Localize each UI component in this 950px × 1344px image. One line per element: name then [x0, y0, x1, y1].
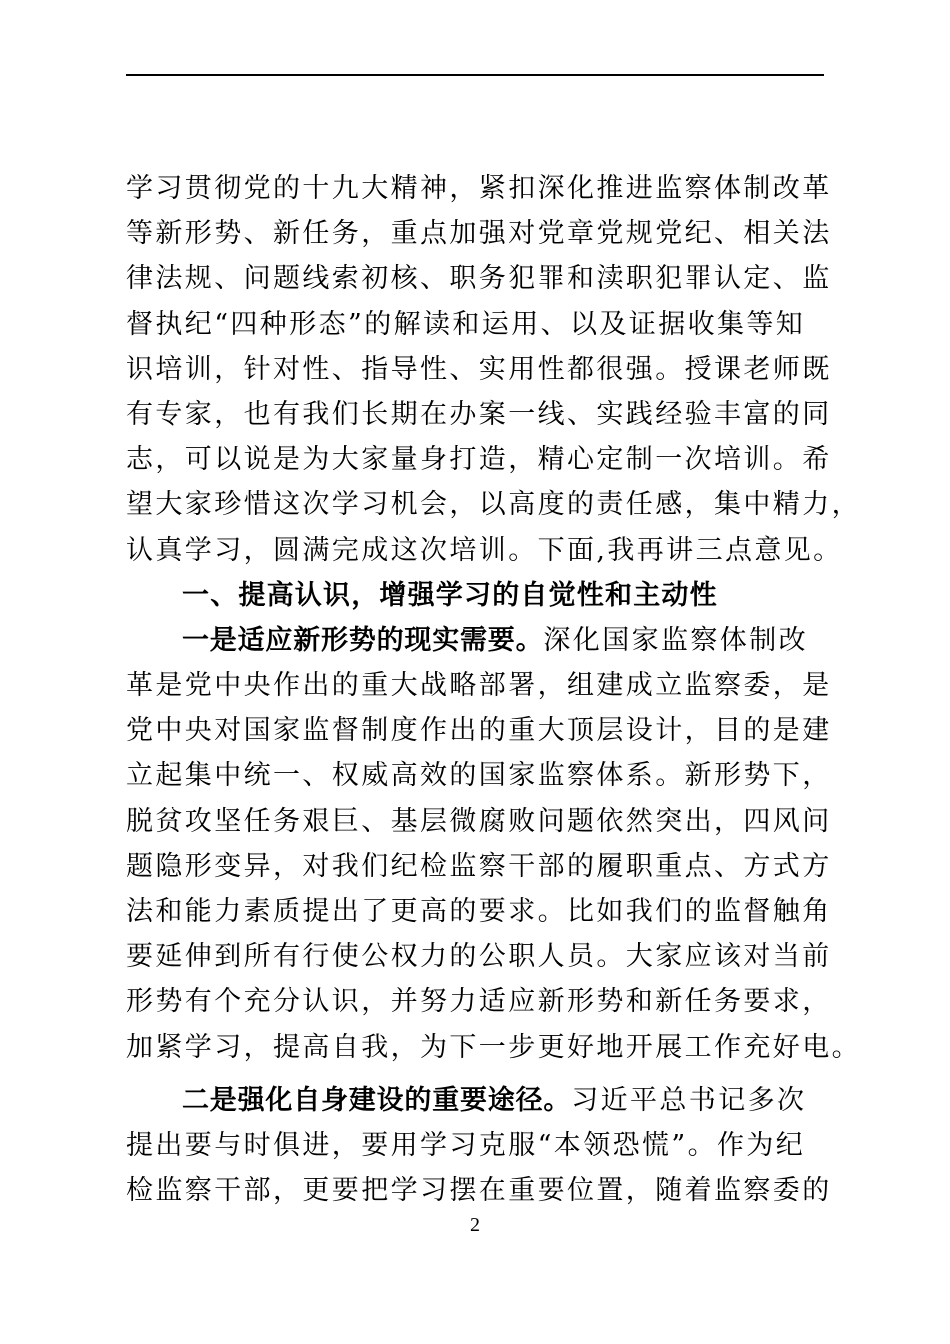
text-line: 立起集中统一、权威高效的国家监察体系。新形势下，	[126, 760, 832, 792]
text-line	[126, 618, 826, 663]
text-line: 有专家，也有我们长期在办案一线、实践经验丰富的同	[126, 398, 832, 430]
header-rule	[126, 74, 824, 76]
text-line: 学习贯彻党的十九大精神，紧扣深化推进监察体制改革	[126, 173, 832, 204]
text-span: 习近平总书记多次	[571, 1084, 807, 1116]
text-line: 望大家珍惜这次学习机会，以高度的责任感，集中精力，	[126, 489, 861, 521]
text-line: 法和能力素质提出了更高的要求。比如我们的监督触角	[126, 896, 832, 927]
text-line: 党中央对国家监督制度作出的重大顶层设计，目的是建	[126, 715, 832, 747]
text-line: 等新形势、新任务，重点加强对党章党规党纪、相关法	[126, 218, 832, 250]
paragraph-point-two	[126, 1078, 832, 1214]
point-lead: 二是强化自身建设的重要途径。	[182, 1084, 572, 1116]
text-line: 形势有个充分认识，并努力适应新形势和新任务要求，	[126, 986, 832, 1018]
text-line: 督执纪“四种形态”的解读和运用、以及证据收集等知	[126, 308, 806, 340]
text-line: 加紧学习，提高自我，为下一步更好地开展工作充好电。	[126, 1031, 861, 1063]
text-line: 脱贫攻坚任务艰巨、基层微腐败问题依然突出，四风问	[126, 805, 832, 837]
text-line: 检监察干部，更要把学习摆在重要位置，随着监察委的	[126, 1175, 832, 1207]
text-line	[126, 1078, 826, 1123]
text-line: 提出要与时俱进，要用学习克服“本领恐慌”。作为纪	[126, 1129, 806, 1161]
text-line: 认真学习，圆满完成这次培训。下面,我再讲三点意见。	[126, 534, 843, 566]
point-lead: 一是适应新形势的现实需要。	[182, 624, 544, 656]
text-line: 革是党中央作出的重大战略部署，组建成立监察委，是	[126, 670, 832, 702]
text-line: 要延伸到所有行使公权力的公职人员。大家应该对当前	[126, 941, 832, 973]
text-span: 深化国家监察体制改	[543, 624, 809, 656]
document-body	[126, 166, 861, 1213]
text-line: 律法规、问题线索初核、职务犯罪和渎职犯罪认定、监	[126, 263, 832, 295]
text-line: 志，可以说是为大家量身打造，精心定制一次培训。希	[126, 444, 832, 476]
paragraph-point-one	[126, 618, 861, 1070]
page-number: 2	[470, 1214, 480, 1236]
section-heading: 一、提高认识，增强学习的自觉性和主动性	[182, 579, 718, 611]
text-line: 题隐形变异，对我们纪检监察干部的履职重点、方式方	[126, 850, 832, 882]
text-line: 识培训，针对性、指导性、实用性都很强。授课老师既	[126, 353, 832, 385]
paragraph-intro	[126, 166, 861, 573]
